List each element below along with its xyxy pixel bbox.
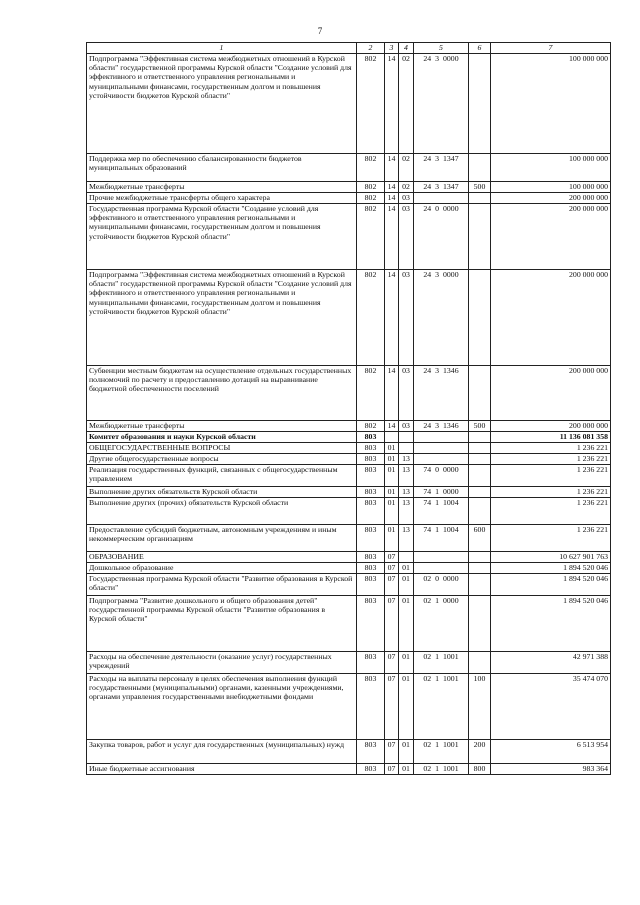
table-row [87, 465, 611, 487]
section-code-cell: 01 [385, 454, 399, 465]
ministry-code-cell: 803 [357, 574, 385, 596]
amount-cell: 1 894 520 046 [491, 563, 611, 574]
amount-cell: 1 236 221 [491, 498, 611, 525]
header-cell: 4 [399, 43, 414, 54]
expense-name-cell: Предоставление субсидий бюджетным, автономным учреждениям и иным некоммерческим организациям [87, 525, 357, 552]
section-code-cell: 01 [385, 465, 399, 487]
expense-type-cell [469, 563, 491, 574]
expense-type-cell [469, 552, 491, 563]
expense-type-cell [469, 193, 491, 204]
section-code-cell: 07 [385, 674, 399, 740]
expense-name-cell: Иные бюджетные ассигнования [87, 764, 357, 775]
table-row [87, 432, 611, 443]
ministry-code-cell: 803 [357, 596, 385, 652]
expense-type-cell [469, 432, 491, 443]
amount-cell: 100 000 000 [491, 54, 611, 154]
expense-name-cell: Реализация государственных функций, связанных с общегосударственным управлением [87, 465, 357, 487]
amount-cell: 200 000 000 [491, 366, 611, 421]
subsection-code-cell: 02 [399, 54, 414, 154]
expense-name-cell: Комитет образования и науки Курской области [87, 432, 357, 443]
subsection-code-cell: 01 [399, 596, 414, 652]
section-code-cell: 07 [385, 552, 399, 563]
expense-type-cell: 800 [469, 764, 491, 775]
subsection-code-cell [399, 443, 414, 454]
section-code-cell [385, 432, 399, 443]
section-code-cell: 07 [385, 574, 399, 596]
target-article-cell [414, 443, 469, 454]
target-article-cell: 24 3 1346 [414, 421, 469, 432]
amount-cell: 6 513 954 [491, 740, 611, 764]
target-article-cell: 24 3 0000 [414, 270, 469, 366]
amount-cell: 1 236 221 [491, 525, 611, 552]
amount-cell: 35 474 070 [491, 674, 611, 740]
section-code-cell: 07 [385, 596, 399, 652]
subsection-code-cell: 02 [399, 182, 414, 193]
target-article-cell [414, 563, 469, 574]
table-row [87, 182, 611, 193]
section-code-cell: 07 [385, 563, 399, 574]
header-cell: 7 [491, 43, 611, 54]
subsection-code-cell: 02 [399, 154, 414, 182]
expense-name-cell: Подпрограмма "Эффективная система межбюджетных отношений в Курской области" государственной программы Курской области "Создание условий для эффективного и ответственного управления региональными и муниципальными финансами, государственным долгом и повышения устойчивости бюджетов Курской области" [87, 54, 357, 154]
table-row [87, 154, 611, 182]
expense-type-cell [469, 487, 491, 498]
subsection-code-cell: 13 [399, 498, 414, 525]
ministry-code-cell: 803 [357, 432, 385, 443]
target-article-cell: 24 3 1347 [414, 154, 469, 182]
amount-cell: 200 000 000 [491, 421, 611, 432]
subsection-code-cell: 13 [399, 454, 414, 465]
section-code-cell: 01 [385, 487, 399, 498]
target-article-cell: 24 0 0000 [414, 204, 469, 270]
header-cell: 6 [469, 43, 491, 54]
section-code-cell: 07 [385, 740, 399, 764]
target-article-cell: 24 3 1347 [414, 182, 469, 193]
target-article-cell: 74 0 0000 [414, 465, 469, 487]
header-cell: 1 [87, 43, 357, 54]
section-code-cell: 14 [385, 182, 399, 193]
expense-name-cell: Государственная программа Курской области "Создание условий для эффективного и ответственного управления региональными и муниципальными финансами, государственным долгом и повышения устойчивости бюджетов Курской области" [87, 204, 357, 270]
table-row [87, 193, 611, 204]
table-row [87, 552, 611, 563]
expense-type-cell: 600 [469, 525, 491, 552]
ministry-code-cell: 802 [357, 54, 385, 154]
amount-cell: 200 000 000 [491, 204, 611, 270]
expense-type-cell [469, 270, 491, 366]
amount-cell: 200 000 000 [491, 193, 611, 204]
table-row [87, 574, 611, 596]
table-row [87, 270, 611, 366]
amount-cell: 1 236 221 [491, 454, 611, 465]
expense-name-cell: Межбюджетные трансферты [87, 421, 357, 432]
expense-name-cell: Межбюджетные трансферты [87, 182, 357, 193]
amount-cell: 1 894 520 046 [491, 574, 611, 596]
ministry-code-cell: 803 [357, 443, 385, 454]
ministry-code-cell: 803 [357, 498, 385, 525]
target-article-cell: 74 1 1004 [414, 498, 469, 525]
subsection-code-cell: 01 [399, 740, 414, 764]
amount-cell: 11 136 081 358 [491, 432, 611, 443]
ministry-code-cell: 802 [357, 182, 385, 193]
section-code-cell: 14 [385, 193, 399, 204]
section-code-cell: 14 [385, 421, 399, 432]
ministry-code-cell: 803 [357, 740, 385, 764]
ministry-code-cell: 803 [357, 764, 385, 775]
amount-cell: 100 000 000 [491, 182, 611, 193]
table-row [87, 204, 611, 270]
table-row [87, 563, 611, 574]
table-row [87, 674, 611, 740]
section-code-cell: 14 [385, 366, 399, 421]
ministry-code-cell: 802 [357, 366, 385, 421]
expense-type-cell [469, 498, 491, 525]
subsection-code-cell [399, 432, 414, 443]
table-row [87, 487, 611, 498]
section-code-cell: 01 [385, 443, 399, 454]
amount-cell: 1 236 221 [491, 465, 611, 487]
expense-type-cell: 500 [469, 421, 491, 432]
section-code-cell: 07 [385, 764, 399, 775]
table-row [87, 498, 611, 525]
subsection-code-cell: 13 [399, 525, 414, 552]
expense-name-cell: Государственная программа Курской области "Развитие образования в Курской области" [87, 574, 357, 596]
expense-name-cell: ОБЩЕГОСУДАРСТВЕННЫЕ ВОПРОСЫ [87, 443, 357, 454]
target-article-cell: 02 0 0000 [414, 574, 469, 596]
ministry-code-cell: 803 [357, 465, 385, 487]
target-article-cell: 74 1 1004 [414, 525, 469, 552]
expense-name-cell: Подпрограмма "Развитие дошкольного и общего образования детей" государственной программы Курской области "Развитие образования в Курской области" [87, 596, 357, 652]
expense-type-cell [469, 596, 491, 652]
expense-name-cell: Подпрограмма "Эффективная система межбюджетных отношений в Курской области" государственной программы Курской области "Создание условий для эффективного и ответственного управления региональными и муниципальными финансами, государственным долгом и повышения устойчивости бюджетов Курской области" [87, 270, 357, 366]
target-article-cell: 02 1 1001 [414, 740, 469, 764]
table-row [87, 764, 611, 775]
table-row [87, 596, 611, 652]
expense-type-cell [469, 366, 491, 421]
target-article-cell [414, 193, 469, 204]
expense-type-cell: 100 [469, 674, 491, 740]
target-article-cell [414, 552, 469, 563]
subsection-code-cell [399, 552, 414, 563]
target-article-cell: 74 1 0000 [414, 487, 469, 498]
ministry-code-cell: 802 [357, 193, 385, 204]
ministry-code-cell: 803 [357, 454, 385, 465]
table-row [87, 454, 611, 465]
target-article-cell: 02 1 1001 [414, 652, 469, 674]
page-number: 7 [317, 26, 323, 36]
section-code-cell: 01 [385, 498, 399, 525]
expense-type-cell [469, 204, 491, 270]
target-article-cell [414, 454, 469, 465]
expense-type-cell [469, 154, 491, 182]
header-cell: 2 [357, 43, 385, 54]
table-row [87, 443, 611, 454]
ministry-code-cell: 803 [357, 652, 385, 674]
expense-type-cell [469, 465, 491, 487]
expense-name-cell: Закупка товаров, работ и услуг для государственных (муниципальных) нужд [87, 740, 357, 764]
amount-cell: 200 000 000 [491, 270, 611, 366]
expense-name-cell: Выполнение других (прочих) обязательств Курской области [87, 498, 357, 525]
subsection-code-cell: 01 [399, 574, 414, 596]
expense-name-cell: Дошкольное образование [87, 563, 357, 574]
target-article-cell: 24 3 1346 [414, 366, 469, 421]
table-row [87, 652, 611, 674]
amount-cell: 983 364 [491, 764, 611, 775]
amount-cell: 100 000 000 [491, 154, 611, 182]
table-row [87, 366, 611, 421]
section-code-cell: 01 [385, 525, 399, 552]
expense-type-cell [469, 443, 491, 454]
table-header-row [87, 43, 611, 54]
header-cell: 5 [414, 43, 469, 54]
subsection-code-cell: 13 [399, 465, 414, 487]
ministry-code-cell: 802 [357, 204, 385, 270]
budget-table [86, 42, 611, 775]
expense-name-cell: Прочие межбюджетные трансферты общего характера [87, 193, 357, 204]
table-row [87, 421, 611, 432]
expense-name-cell: Поддержка мер по обеспечению сбалансированности бюджетов муниципальных образований [87, 154, 357, 182]
expense-name-cell: Выполнение других обязательств Курской области [87, 487, 357, 498]
amount-cell: 42 971 388 [491, 652, 611, 674]
expense-type-cell [469, 454, 491, 465]
ministry-code-cell: 803 [357, 674, 385, 740]
expense-name-cell: ОБРАЗОВАНИЕ [87, 552, 357, 563]
subsection-code-cell: 01 [399, 563, 414, 574]
subsection-code-cell: 03 [399, 421, 414, 432]
ministry-code-cell: 803 [357, 563, 385, 574]
expense-type-cell [469, 574, 491, 596]
section-code-cell: 14 [385, 54, 399, 154]
expense-type-cell: 500 [469, 182, 491, 193]
subsection-code-cell: 03 [399, 366, 414, 421]
ministry-code-cell: 803 [357, 525, 385, 552]
section-code-cell: 14 [385, 154, 399, 182]
amount-cell: 10 627 901 763 [491, 552, 611, 563]
amount-cell: 1 236 221 [491, 443, 611, 454]
section-code-cell: 14 [385, 270, 399, 366]
table-row [87, 54, 611, 154]
subsection-code-cell: 13 [399, 487, 414, 498]
subsection-code-cell: 01 [399, 764, 414, 775]
ministry-code-cell: 802 [357, 154, 385, 182]
amount-cell: 1 894 520 046 [491, 596, 611, 652]
expense-type-cell [469, 54, 491, 154]
expense-name-cell: Расходы на обеспечение деятельности (оказание услуг) государственных учреждений [87, 652, 357, 674]
header-cell: 3 [385, 43, 399, 54]
ministry-code-cell: 803 [357, 552, 385, 563]
subsection-code-cell: 03 [399, 270, 414, 366]
expense-type-cell: 200 [469, 740, 491, 764]
target-article-cell: 02 1 0000 [414, 596, 469, 652]
table-row [87, 525, 611, 552]
subsection-code-cell: 03 [399, 193, 414, 204]
target-article-cell: 02 1 1001 [414, 674, 469, 740]
expense-type-cell [469, 652, 491, 674]
expense-name-cell: Другие общегосударственные вопросы [87, 454, 357, 465]
ministry-code-cell: 803 [357, 487, 385, 498]
ministry-code-cell: 802 [357, 270, 385, 366]
expense-name-cell: Субвенции местным бюджетам на осуществление отдельных государственных полномочий по расчету и предоставлению дотаций на выравнивание бюджетной обеспеченности поселений [87, 366, 357, 421]
target-article-cell: 02 1 1001 [414, 764, 469, 775]
table-row [87, 740, 611, 764]
subsection-code-cell: 01 [399, 674, 414, 740]
subsection-code-cell: 01 [399, 652, 414, 674]
target-article-cell: 24 3 0000 [414, 54, 469, 154]
section-code-cell: 14 [385, 204, 399, 270]
amount-cell: 1 236 221 [491, 487, 611, 498]
ministry-code-cell: 802 [357, 421, 385, 432]
section-code-cell: 07 [385, 652, 399, 674]
expense-name-cell: Расходы на выплаты персоналу в целях обеспечения выполнения функций государственными (муниципальными) органами, казенными учреждениями, органами управления государственными внебюджетными фондами [87, 674, 357, 740]
target-article-cell [414, 432, 469, 443]
subsection-code-cell: 03 [399, 204, 414, 270]
